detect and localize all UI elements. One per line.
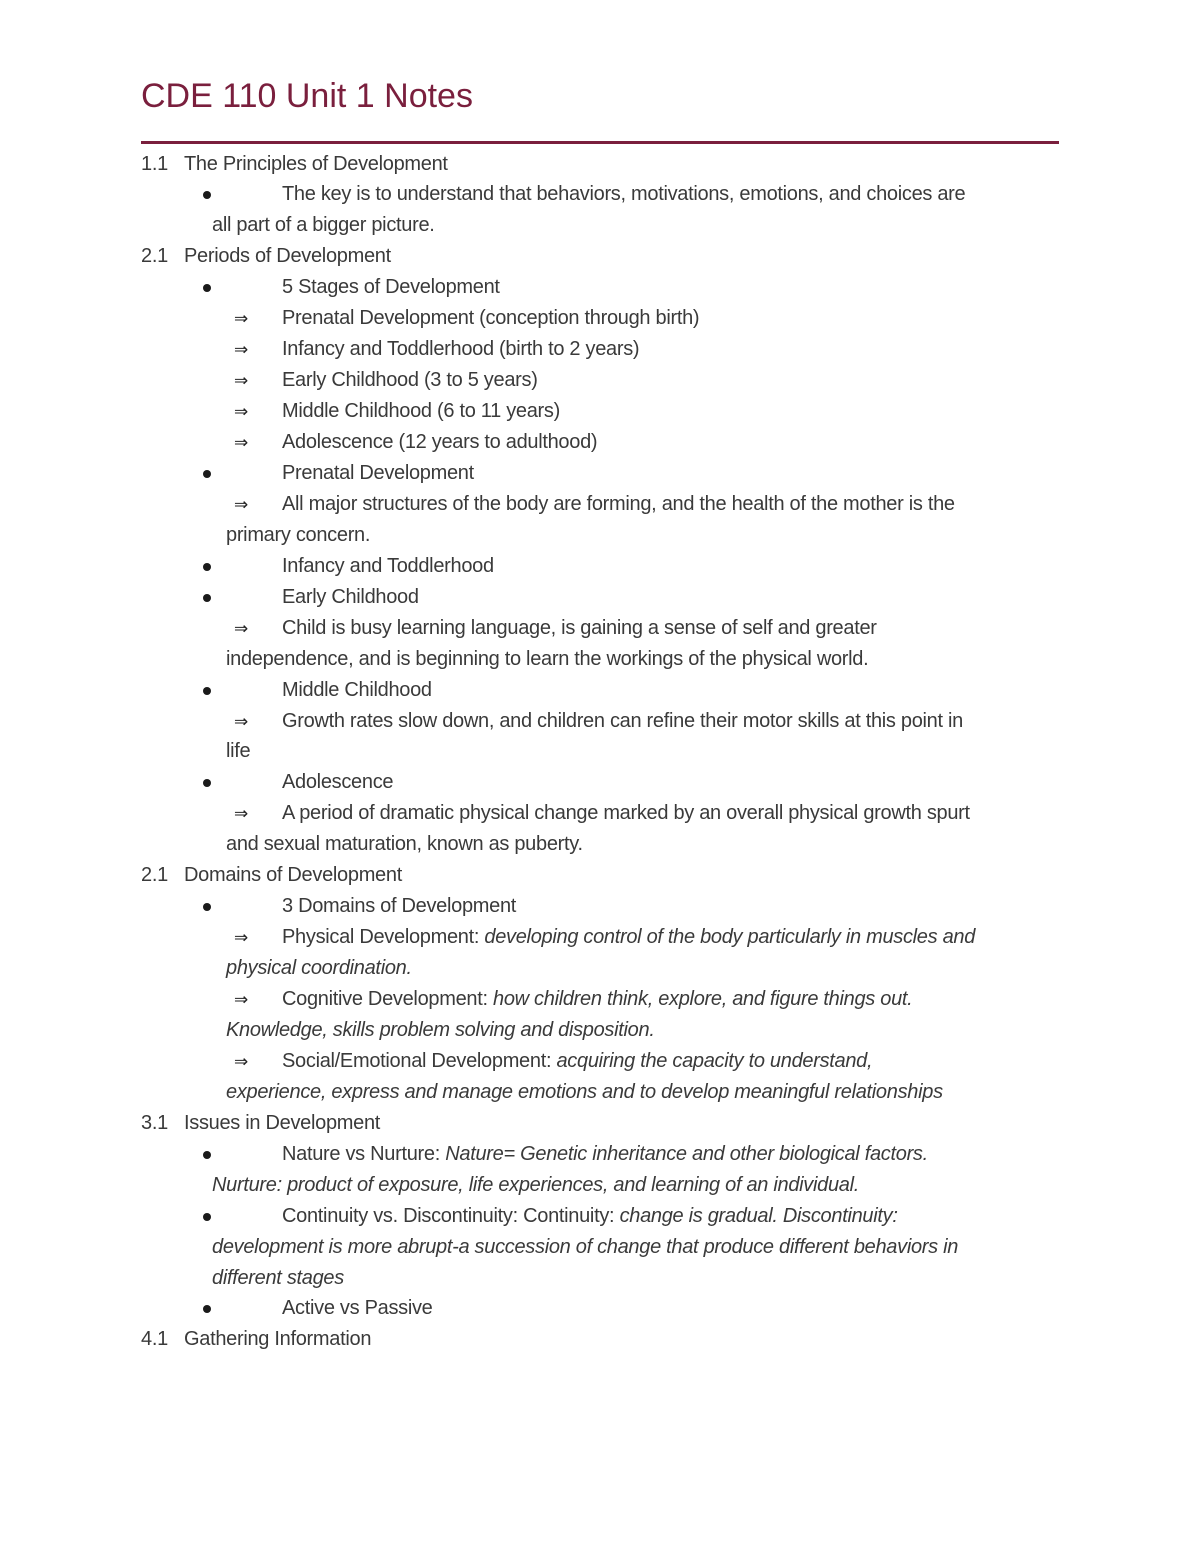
- arrow-icon: ⇒: [234, 712, 248, 731]
- term-label: Cognitive Development:: [282, 988, 493, 1010]
- term-definition: developing control of the body particularly in muscles and: [484, 926, 976, 948]
- sub-list-item: [282, 1046, 872, 1077]
- term-label: Social/Emotional Development:: [282, 1050, 557, 1072]
- section-title: Domains of Development: [184, 864, 402, 886]
- term-label: Physical Development: [282, 926, 474, 948]
- section-title: Periods of Development: [184, 245, 391, 267]
- page-title: CDE 110 Unit 1 Notes: [141, 77, 473, 115]
- section-title: The Principles of Development: [184, 153, 448, 175]
- term-definition: how children think, explore, and figure things out.: [493, 988, 913, 1010]
- list-item: 3 Domains of Development: [282, 895, 517, 917]
- list-item: [282, 1201, 898, 1232]
- bullet-icon: [203, 284, 211, 292]
- list-item-continuation: development is more abrupt-a succession of change that produce different behaviors in: [212, 1236, 959, 1258]
- bullet-icon: [203, 687, 211, 695]
- sub-list-item-continuation: independence, and is beginning to learn the workings of the physical world.: [226, 648, 869, 670]
- sub-list-item: Prenatal Development (conception through birth): [282, 307, 700, 329]
- sub-list-item-continuation: experience, express and manage emotions and to develop meaningful relationships: [226, 1081, 943, 1103]
- section-title: Issues in Development: [184, 1112, 381, 1134]
- section-number: 4.1: [141, 1328, 168, 1350]
- list-item: The key is to understand that behaviors, motivations, emotions, and choices are: [282, 183, 966, 205]
- sub-list-item: Adolescence (12 years to adulthood): [282, 431, 598, 453]
- arrow-icon: ⇒: [234, 619, 248, 638]
- list-item: Prenatal Development: [282, 462, 474, 484]
- sub-list-item-continuation: primary concern.: [226, 524, 371, 546]
- list-item: Active vs Passive: [282, 1297, 433, 1319]
- arrow-icon: ⇒: [234, 340, 248, 359]
- arrow-icon: ⇒: [234, 928, 248, 947]
- section-number: 3.1: [141, 1112, 168, 1134]
- sub-list-item: [282, 922, 975, 953]
- section-number: 2.1: [141, 864, 168, 886]
- term-label: Nature vs Nurture:: [282, 1143, 446, 1165]
- bullet-icon: [203, 191, 211, 199]
- arrow-icon: ⇒: [234, 433, 248, 452]
- list-item: Adolescence: [282, 771, 394, 793]
- sub-list-item: Growth rates slow down, and children can refine their motor skills at this point in: [282, 710, 963, 732]
- sub-list-item-continuation: and sexual maturation, known as puberty.: [226, 833, 583, 855]
- section-number: 2.1: [141, 245, 168, 267]
- sub-list-item-continuation: physical coordination.: [226, 957, 412, 979]
- sub-list-item: All major structures of the body are forming, and the health of the mother is the: [282, 493, 955, 515]
- list-item-continuation: different stages: [212, 1267, 344, 1289]
- arrow-icon: ⇒: [234, 804, 248, 823]
- arrow-icon: ⇒: [234, 402, 248, 421]
- section-title: Gathering Information: [184, 1328, 372, 1350]
- sub-list-item-continuation: life: [226, 740, 251, 762]
- list-item: 5 Stages of Development: [282, 276, 500, 298]
- arrow-icon: ⇒: [234, 495, 248, 514]
- arrow-icon: ⇒: [234, 371, 248, 390]
- arrow-icon: ⇒: [234, 1052, 248, 1071]
- sub-list-item: Infancy and Toddlerhood (birth to 2 years): [282, 338, 640, 360]
- list-item-continuation: all part of a bigger picture.: [212, 214, 435, 236]
- list-item: [282, 1139, 928, 1170]
- term-definition: acquiring the capacity to understand,: [556, 1050, 873, 1072]
- sub-list-item: Middle Childhood (6 to 11 years): [282, 400, 560, 422]
- bullet-icon: [203, 903, 211, 911]
- sub-list-item-continuation: Knowledge, skills problem solving and disposition.: [226, 1019, 655, 1041]
- list-item: Infancy and Toddlerhood: [282, 555, 494, 577]
- sub-list-item: Early Childhood (3 to 5 years): [282, 369, 538, 391]
- bullet-icon: [203, 1213, 211, 1221]
- bullet-icon: [203, 594, 211, 602]
- bullet-icon: [203, 563, 211, 571]
- bullet-icon: [203, 1305, 211, 1313]
- sub-list-item: Child is busy learning language, is gaining a sense of self and greater: [282, 617, 877, 639]
- list-item: Middle Childhood: [282, 679, 432, 701]
- term-label: Continuity vs. Discontinuity: Continuity:: [282, 1205, 620, 1227]
- arrow-icon: ⇒: [234, 309, 248, 328]
- term-definition: change is gradual. Discontinuity:: [619, 1205, 898, 1227]
- list-item: Early Childhood: [282, 586, 419, 608]
- bullet-icon: [203, 470, 211, 478]
- term-definition: Nature= Genetic inheritance and other biological factors.: [445, 1143, 928, 1165]
- term-colon: :: [473, 926, 485, 948]
- list-item-continuation: Nurture: product of exposure, life experiences, and learning of an individual.: [212, 1174, 860, 1196]
- arrow-icon: ⇒: [234, 990, 248, 1009]
- bullet-icon: [203, 1151, 211, 1159]
- title-rule: [141, 141, 1059, 144]
- sub-list-item: [282, 984, 912, 1015]
- bullet-icon: [203, 779, 211, 787]
- sub-list-item: A period of dramatic physical change marked by an overall physical growth spurt: [282, 802, 970, 824]
- section-number: 1.1: [141, 153, 168, 175]
